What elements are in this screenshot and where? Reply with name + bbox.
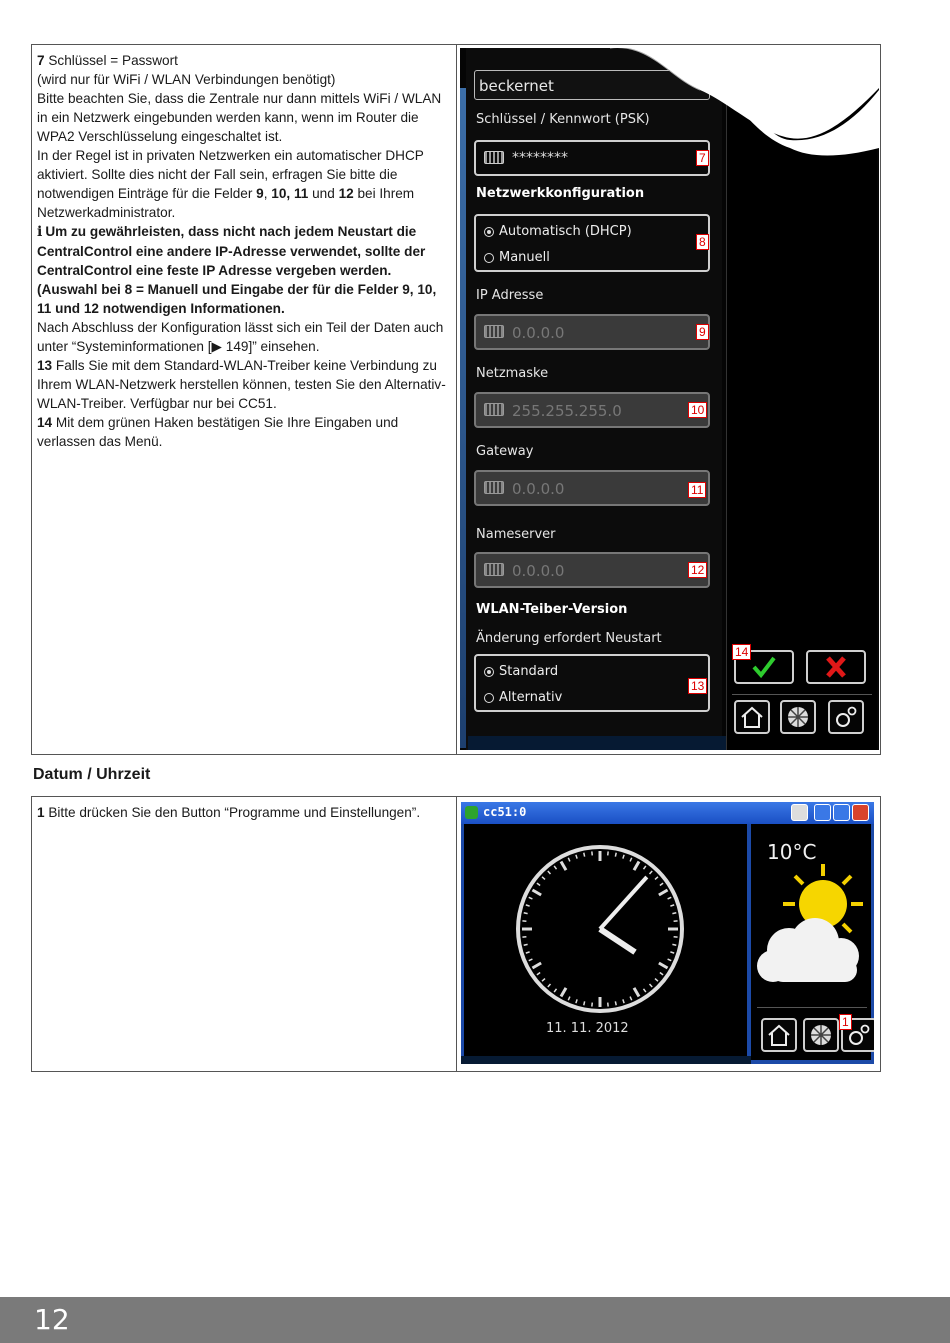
step-14: 14 Mit dem grünen Haken bestätigen Sie Ihre Eingaben und verlassen das Menü. [37, 415, 399, 449]
clock-tick [554, 866, 556, 869]
status-bar [461, 1056, 751, 1064]
keyboard-icon [484, 481, 504, 494]
info-note: i Um zu gewährleisten, dass nicht nach jedem Neustart die CentralControl eine andere IP-Adresse verwendet, sollte der CentralControl eine feste IP Adresse vergeben werden. (Auswahl bei 8 = Manuell und Eingabe der für die Felder 9, 10, 11 und 12 notwendigen Informationen. [37, 224, 437, 316]
minimize-button[interactable] [814, 804, 831, 821]
ip-input[interactable]: 0.0.0.0 9 [474, 314, 710, 350]
window-titlebar [461, 802, 874, 824]
radio-standard[interactable]: Standard [484, 664, 558, 679]
clock-tick [532, 890, 541, 895]
clock-tick [650, 871, 653, 874]
clock-tick [548, 871, 551, 874]
shutter-icon [782, 702, 814, 732]
close-icon [808, 652, 864, 682]
maximize-button[interactable] [833, 804, 850, 821]
ssid-field[interactable]: beckernet [474, 70, 710, 100]
settings-button[interactable] [828, 700, 864, 734]
clock-tick [542, 877, 545, 880]
home-button[interactable] [761, 1018, 797, 1052]
temperature: 10°C [767, 840, 817, 864]
clock-hour-hand [600, 929, 635, 952]
callout-7: 7 [696, 150, 709, 166]
clock-tick [584, 853, 585, 857]
ip-label: IP Adresse [476, 288, 544, 303]
status-bar [468, 736, 726, 750]
step-7-wpa: Bitte beachten Sie, dass die Zentrale nur dann mittels WiFi / WLAN in ein Netzwerk eingebunden werden kann, wenn im Router die WPA2 Verschlüsselung eingeschaltet ist. [37, 91, 442, 144]
home-button[interactable] [734, 700, 770, 734]
callout-1: 1 [839, 1014, 852, 1030]
window-title: cc51:0 [483, 805, 527, 819]
clock-tick [568, 858, 570, 862]
clock-tick [659, 890, 668, 895]
shutter-button[interactable] [803, 1018, 839, 1052]
clock-tick [668, 959, 672, 961]
driver-label: WLAN-Teiber-Version [476, 602, 628, 617]
programs-settings-button[interactable] [841, 1015, 874, 1052]
page-number: 12 [34, 1303, 70, 1336]
instruction-table-network [31, 44, 881, 755]
dhcp-paragraph: In der Regel ist in privaten Netzwerken ein automatischer DHCP aktiviert. Sollte dies nicht der Fall sein, erfragen Sie bitte die notwendigen Einträge für die Felder 9, 10, 11 und 12 bei Ihrem Netzwerkadministrator. [37, 148, 424, 220]
clock-tick [668, 897, 672, 899]
cancel-button[interactable] [806, 650, 866, 684]
callout-10: 10 [688, 402, 707, 418]
clock-tick [643, 989, 645, 992]
gateway-input[interactable]: 0.0.0.0 11 [474, 470, 710, 506]
home-icon [763, 1020, 795, 1050]
clock-tick [548, 984, 551, 987]
radio-on-icon [484, 667, 494, 677]
clock-tick [630, 858, 632, 862]
step-7-note: (wird nur für WiFi / WLAN Verbindungen benötigt) [37, 72, 336, 87]
weather-sun-cloud-icon [751, 862, 871, 1002]
clock-tick [554, 989, 556, 992]
radio-on-icon [484, 227, 494, 237]
clock-tick [524, 944, 528, 945]
clock-tick [670, 905, 674, 906]
clock-tick [568, 997, 570, 1001]
netconf-label: Netzwerkkonfiguration [476, 186, 645, 201]
radio-off-icon [484, 693, 494, 703]
page-footer [0, 1297, 950, 1343]
keyboard-icon [484, 151, 504, 164]
psk-label: Schlüssel / Kennwort (PSK) [476, 112, 650, 127]
callout-8: 8 [696, 234, 709, 250]
callout-11: 11 [688, 482, 706, 498]
netconf-radio-group [474, 214, 710, 272]
date-display: 11. 11. 2012 [546, 1021, 629, 1036]
nameserver-input[interactable]: 0.0.0.0 12 [474, 552, 710, 588]
callout-12: 12 [688, 562, 707, 578]
clock-tick [529, 959, 533, 961]
clock-minute-hand [600, 877, 647, 929]
clock-tick [643, 866, 645, 869]
analog-clock [464, 824, 747, 1024]
sysinfo-paragraph: Nach Abschluss der Konfiguration lässt sich ein Teil der Daten auch unter “Systeminformationen [▶ 149]” einsehen. [37, 320, 444, 354]
clock-tick [660, 883, 663, 885]
keyboard-icon [484, 325, 504, 338]
clock-tick [542, 979, 545, 982]
clock-tick [670, 952, 674, 953]
close-window-button[interactable] [852, 804, 869, 821]
shutter-icon [805, 1020, 837, 1050]
radio-off-icon [484, 253, 494, 263]
clock-tick [655, 877, 658, 880]
gateway-label: Gateway [476, 444, 534, 459]
radio-alternativ[interactable]: Alternativ [484, 690, 562, 705]
clock-tick [672, 944, 676, 945]
clock-tick [532, 963, 541, 968]
step-13: 13 Falls Sie mit dem Standard-WLAN-Treiber keine Verbindung zu Ihrem WLAN-Netzwerk herstellen können, testen Sie den Alternativ-WLAN-Treiber. Verfügbar nur bei CC51. [37, 358, 446, 411]
instruction-table-datetime [31, 796, 881, 1072]
restart-label: Änderung erfordert Neustart [476, 631, 662, 646]
network-config-screenshot [460, 48, 879, 750]
mask-label: Netzmaske [476, 366, 549, 381]
callout-9: 9 [696, 324, 709, 340]
section-heading-datetime: Datum / Uhrzeit [33, 766, 151, 783]
clock-tick [561, 988, 566, 997]
callout-13: 13 [688, 678, 707, 694]
clock-tick [634, 988, 639, 997]
clock-tick [576, 999, 577, 1003]
clock-tick [650, 984, 653, 987]
clock-tick [655, 979, 658, 982]
clock-tick [537, 883, 540, 885]
gear-icon [830, 702, 862, 732]
keyboard-icon [484, 403, 504, 416]
clock-tick [623, 999, 624, 1003]
nameserver-label: Nameserver [476, 527, 556, 542]
clock-tick [672, 913, 676, 914]
clock-tick [660, 972, 663, 974]
clock-tick [526, 905, 530, 906]
driver-radio-group [474, 654, 710, 712]
home-icon [736, 702, 768, 732]
clock-tick [634, 861, 639, 870]
step-1: 1 Bitte drücken Sie den Button “Programme und Einstellungen”. [37, 805, 421, 820]
instruction-text-cell [32, 45, 457, 754]
callout-14: 14 [732, 644, 751, 660]
keyboard-icon [484, 563, 504, 576]
clock-tick [576, 855, 577, 859]
clock-tick [584, 1001, 585, 1005]
screenshot-cell-datetime [457, 797, 880, 1071]
confirm-button[interactable] [734, 645, 794, 684]
app-icon [465, 806, 478, 819]
instruction-text-cell [32, 797, 457, 1071]
psk-input[interactable]: ******** 7 [474, 140, 710, 176]
step-7: 7 Schlüssel = Passwort [37, 53, 178, 68]
clock-tick [561, 861, 566, 870]
shutter-button[interactable] [780, 700, 816, 734]
home-screen-screenshot [461, 802, 874, 1064]
info-icon: i [37, 224, 43, 240]
clock-tick [537, 972, 540, 974]
screenshot-cell-network [457, 45, 880, 754]
clock-tick [615, 853, 616, 857]
clock-tick [623, 855, 624, 859]
clock-tick [659, 963, 668, 968]
clock-tick [526, 952, 530, 953]
clock-tick [529, 897, 533, 899]
print-icon[interactable] [791, 804, 808, 821]
clock-tick [630, 997, 632, 1001]
clock-tick [524, 913, 528, 914]
radio-dhcp[interactable]: Automatisch (DHCP) [484, 224, 632, 239]
mask-input[interactable]: 255.255.255.0 10 [474, 392, 710, 428]
radio-manual[interactable]: Manuell [484, 250, 550, 265]
clock-tick [615, 1001, 616, 1005]
